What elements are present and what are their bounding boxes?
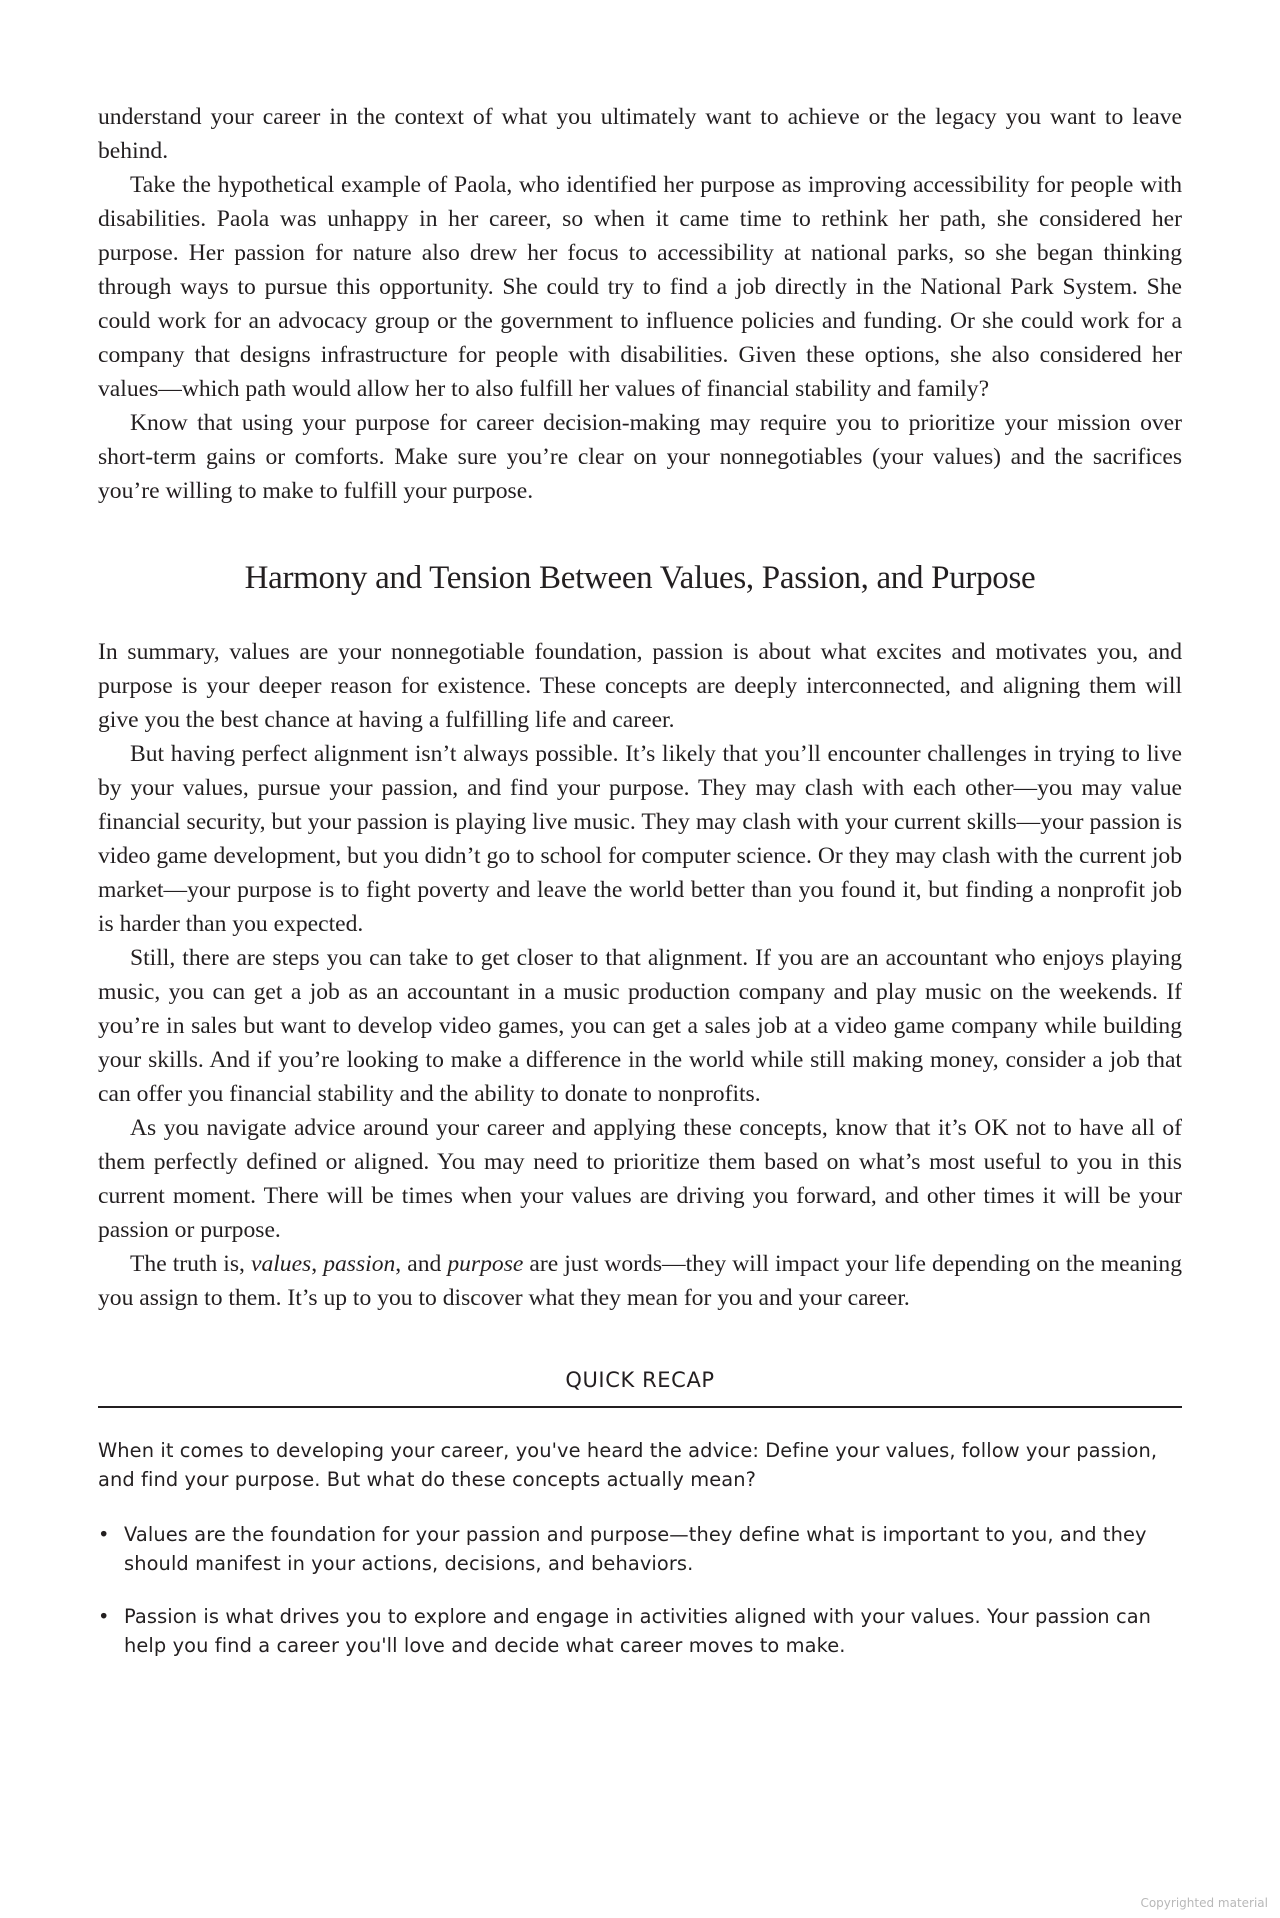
list-item	[98, 1520, 1182, 1578]
closing-word-purpose: purpose	[447, 1251, 524, 1277]
paragraph-continued: understand your career in the context of what you ultimately want to achieve or the legacy you want to leave behind.	[98, 104, 1182, 164]
recap-divider	[98, 1406, 1182, 1408]
closing-separator: , and	[395, 1251, 448, 1277]
quick-recap-box	[98, 1365, 1182, 1660]
paragraph-closing	[98, 1247, 1182, 1315]
recap-bullet-list	[98, 1520, 1182, 1660]
recap-intro: When it comes to developing your career, you've heard the advice: Define your values, follow your passion, and find your purpose. But what do these concepts actually mean?	[98, 1439, 1158, 1491]
closing-word-passion: passion	[323, 1251, 396, 1277]
bullet-icon: •	[98, 1523, 110, 1546]
closing-separator: ,	[311, 1251, 324, 1277]
bullet-icon: •	[98, 1605, 110, 1628]
closing-word-values: values	[250, 1251, 312, 1277]
list-item	[98, 1602, 1182, 1660]
paragraph-purpose-decision: Know that using your purpose for career decision-making may require you to prioritize your mission over short-term gains or comforts. Make sure you’re clear on your nonnegotiables (your values) and the sacrifices you’re willing to make to fulfill your purpose.	[98, 410, 1182, 504]
recap-title: QUICK RECAP	[565, 1368, 715, 1392]
section-text	[98, 635, 1182, 1315]
paragraph-alignment: But having perfect alignment isn’t always possible. It’s likely that you’ll encounter challenges in trying to live by your values, pursue your passion, and find your purpose. They may clash with each other—you may value financial security, but your passion is playing live music. They may clash with your current skills—your passion is video game development, but you didn’t go to school for computer science. Or they may clash with the current job market—your purpose is to fight poverty and leave the world better than you found it, but finding a nonprofit job is harder than you expected.	[98, 741, 1182, 937]
closing-rest: are just words—they will impact your life depending on the meaning you assign to them. It’s up to you to discover what they mean for you and your career.	[98, 1251, 1182, 1311]
paragraph-summary: In summary, values are your nonnegotiable foundation, passion is about what excites and motivates you, and purpose is your deeper reason for existence. These concepts are deeply interconnected, and aligning them will give you the best chance at having a fulfilling life and career.	[98, 639, 1182, 733]
recap-bullet-values: Values are the foundation for your passion and purpose—they define what is important to you, and they should manifest in your actions, decisions, and behaviors.	[124, 1523, 1147, 1575]
section-heading: Harmony and Tension Between Values, Passion, and Purpose	[244, 560, 1036, 596]
paragraph-steps: Still, there are steps you can take to get closer to that alignment. If you are an accountant who enjoys playing music, you can get a job as an accountant in a music production company and play music on the weekends. If you’re in sales but want to develop video games, you can get a sales job at a video game company while building your skills. And if you’re looking to make a difference in the world while still making money, consider a job that can offer you financial stability and the ability to donate to nonprofits.	[98, 945, 1182, 1107]
intro-text	[98, 100, 1182, 508]
closing-lead: The truth is,	[130, 1251, 251, 1277]
recap-bullet-passion: Passion is what drives you to explore and engage in activities aligned with your values. Your passion can help you find a career you'll love and decide what career moves to make.	[124, 1605, 1152, 1657]
copyright-watermark: Copyrighted material	[1140, 1896, 1268, 1910]
paragraph-navigate: As you navigate advice around your career and applying these concepts, know that it’s OK not to have all of them perfectly defined or aligned. You may need to prioritize them based on what’s most useful to you in this current moment. There will be times when your values are driving you forward, and other times it will be your passion or purpose.	[98, 1115, 1182, 1243]
paragraph-paola-example: Take the hypothetical example of Paola, who identified her purpose as improving accessibility for people with disabilities. Paola was unhappy in her career, so when it came time to rethink her path, she considered her purpose. Her passion for nature also drew her focus to accessibility at national parks, so she began thinking through ways to pursue this opportunity. She could try to find a job directly in the National Park System. She could work for an advocacy group or the government to influence policies and funding. Or she could work for a company that designs infrastructure for people with disabilities. Given these options, she also considered her values—which path would allow her to also fulfill her values of financial stability and family?	[98, 172, 1182, 402]
book-page	[98, 100, 1182, 1684]
